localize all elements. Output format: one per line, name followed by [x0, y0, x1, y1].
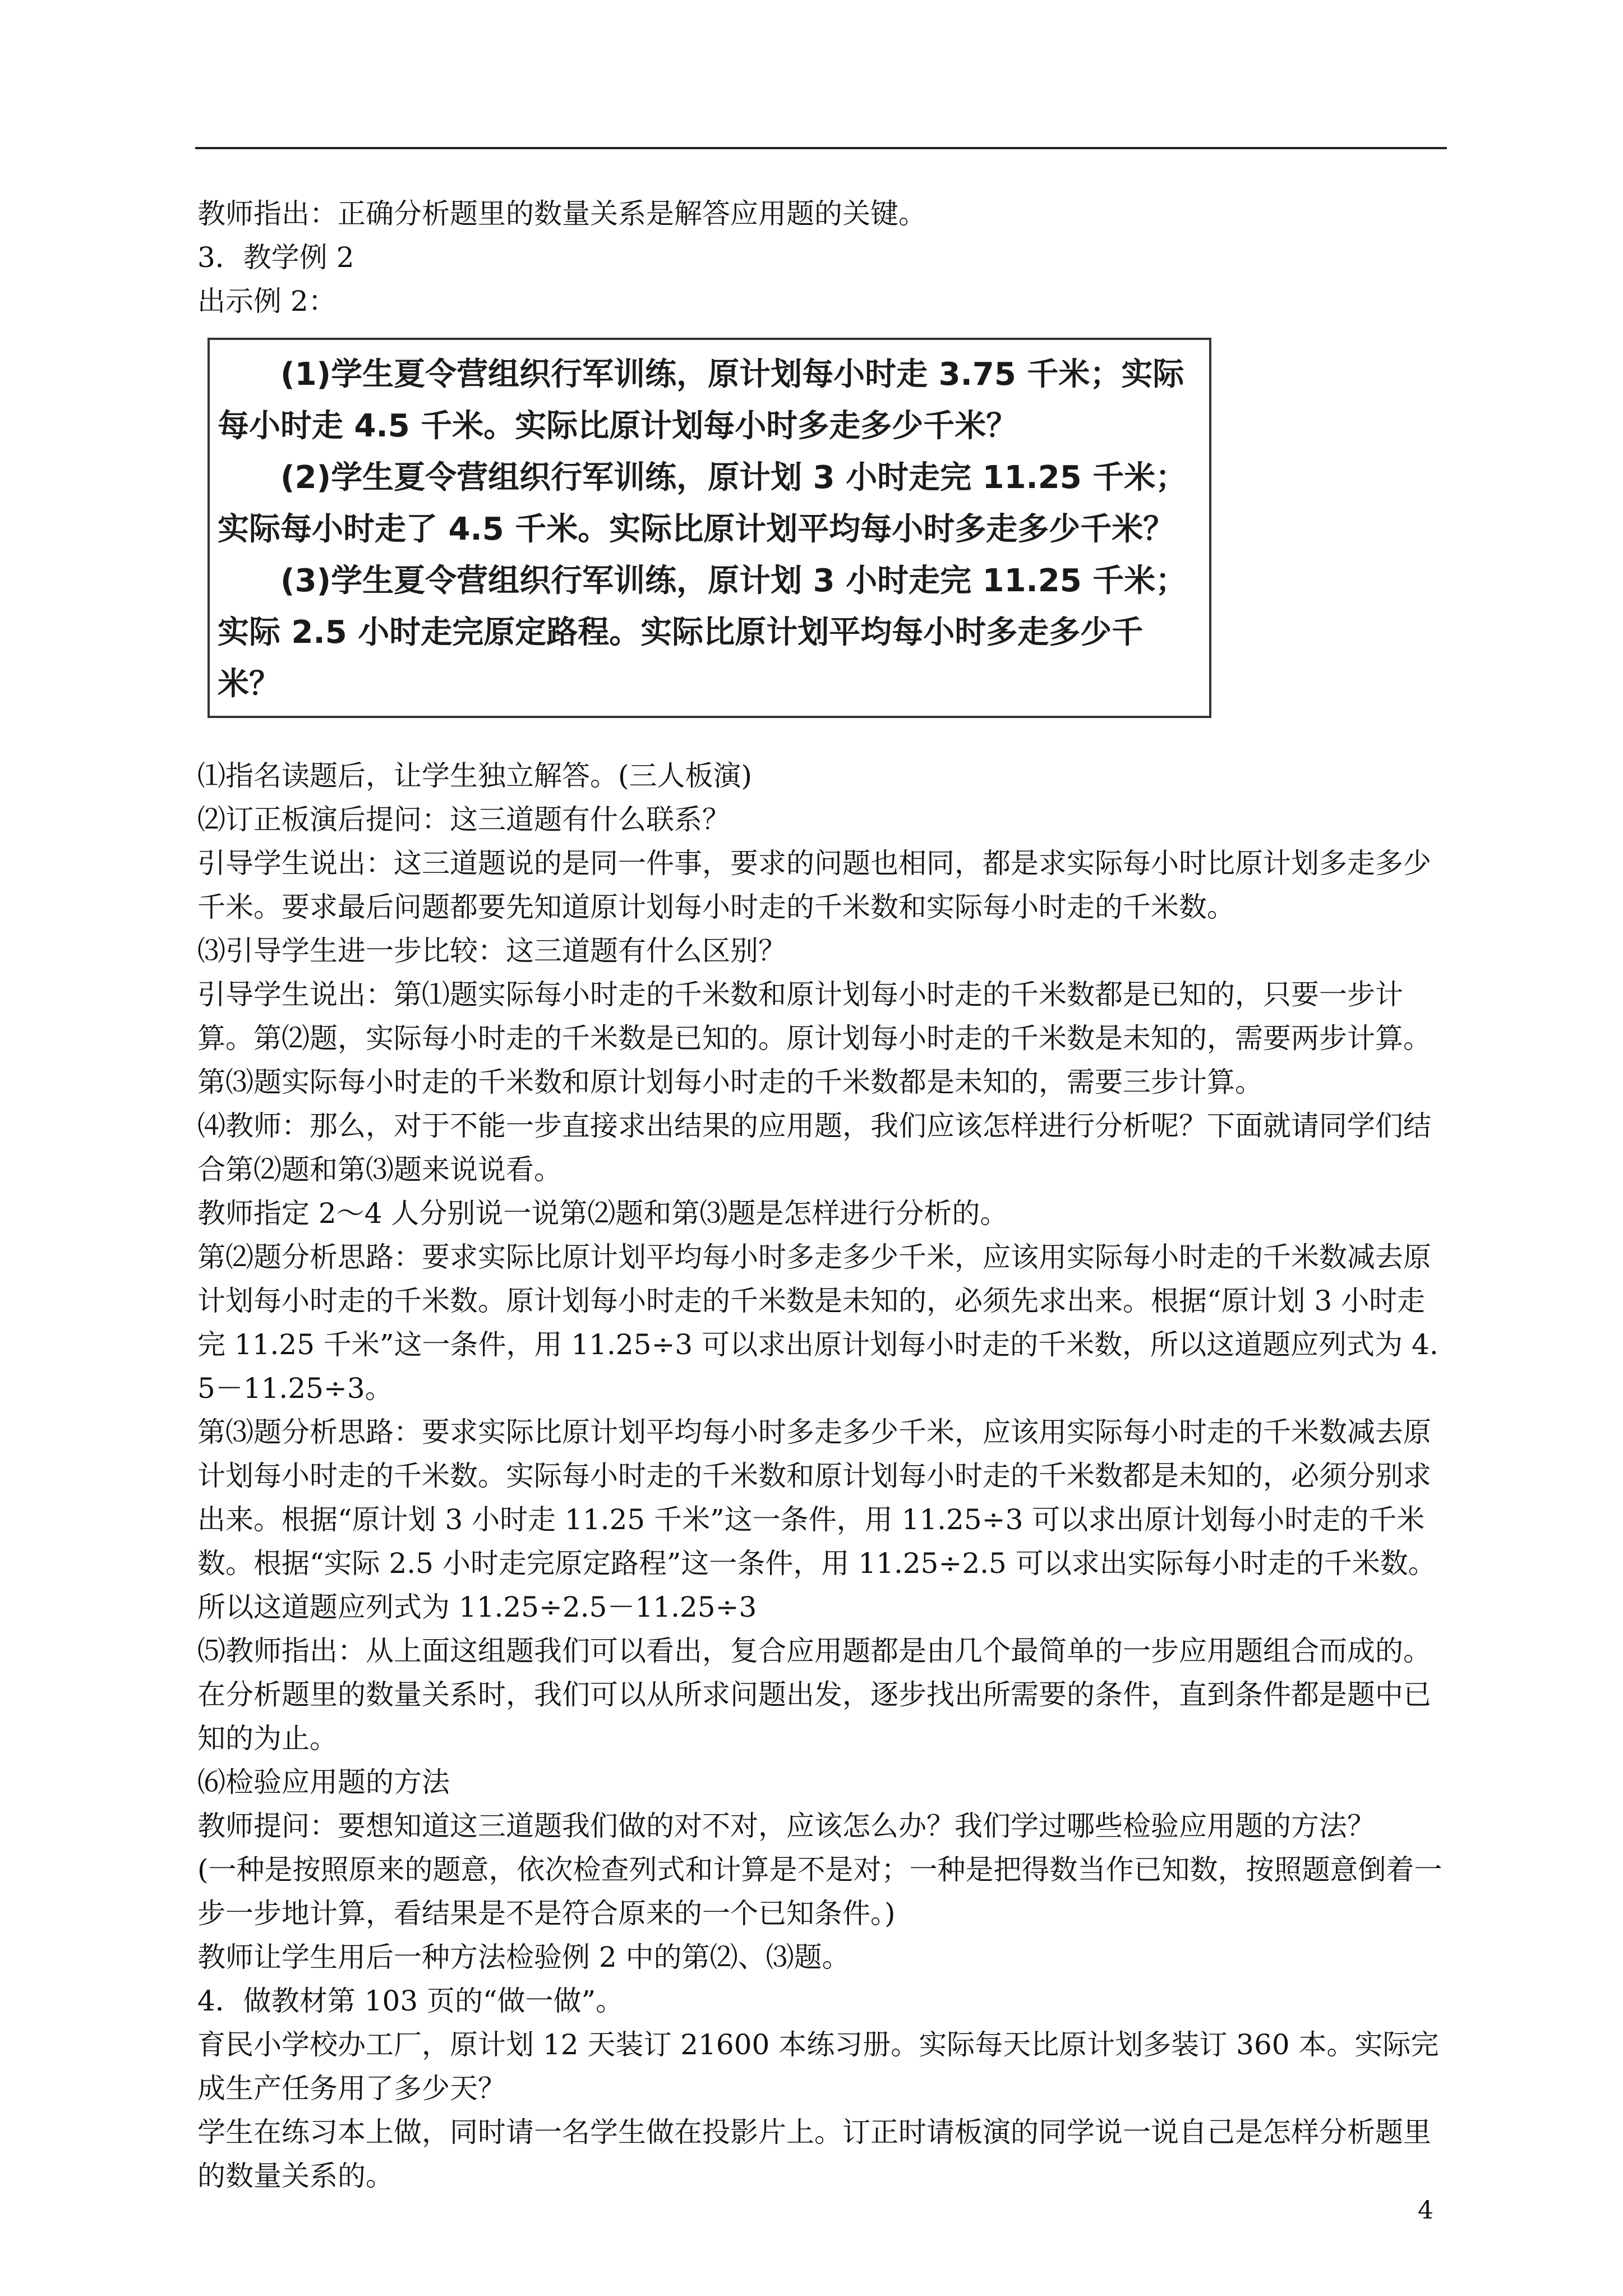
paragraph: ⑸教师指出：从上面这组题我们可以看出，复合应用题都是由几个最简单的一步应用题组合而成的。在分析题里的数量关系时，我们可以从所求问题出发，逐步找出所需要的条件，直到条件都是题中已知的为止。	[197, 1635, 1431, 1755]
paragraph: ⑶引导学生进一步比较：这三道题有什么区别？	[197, 935, 786, 967]
paragraph: 教师让学生用后一种方法检验例 2 中的第⑵、⑶题。	[197, 1941, 850, 1973]
paragraph: 引导学生说出：第⑴题实际每小时走的千米数和原计划每小时走的千米数都是已知的，只要一步计算。第⑵题，实际每小时走的千米数是已知的。原计划每小时走的千米数是未知的，需要两步计算。第⑶题实际每小时走的千米数和原计划每小时走的千米数都是未知的，需要三步计算。	[197, 978, 1431, 1098]
paragraph: 教师指出：正确分析题里的数量关系是解答应用题的关键。	[197, 197, 926, 230]
paragraph: 引导学生说出：这三道题说的是同一件事，要求的问题也相同，都是求实际每小时比原计划多走多少千米。要求最后问题都要先知道原计划每小时走的千米数和实际每小时走的千米数。	[197, 847, 1431, 923]
example-figure	[208, 338, 1448, 718]
paragraph: 第⑶题分析思路：要求实际比原计划平均每小时多走多少千米，应该用实际每小时走的千米数减去原计划每小时走的千米数。实际每小时走的千米数和原计划每小时走的千米数都是未知的，必须分别求出来。根据“原计划 3 小时走 11.25 千米”这一条件，用 11.25÷3 可以求出原计划每小时走的千米数。根据“实际 2.5 小时走完原定路程”这一条件，用 11.25÷2.5 可以求出实际每小时走的千米数。所以这道题应列式为 11.25÷2.5－11.25÷3	[197, 1416, 1436, 1623]
paragraph: 育民小学校办工厂，原计划 12 天装订 21600 本练习册。实际每天比原计划多装订 360 本。实际完成生产任务用了多少天？	[197, 2028, 1439, 2105]
paragraph: ⑷教师：那么，对于不能一步直接求出结果的应用题，我们应该怎样进行分析呢？下面就请同学们结合第⑵题和第⑶题来说说看。	[197, 1110, 1431, 1186]
paragraph: 第⑵题分析思路：要求实际比原计划平均每小时多走多少千米，应该用实际每小时走的千米数减去原计划每小时走的千米数。原计划每小时走的千米数是未知的，必须先求出来。根据“原计划 3 小时走完 11.25 千米”这一条件，用 11.25÷3 可以求出原计划每小时走的千米数，所以这道题应列式为 4.5－11.25÷3。	[197, 1241, 1438, 1405]
paragraph: ⑹检验应用题的方法	[197, 1766, 450, 1798]
document-body	[197, 192, 1448, 2198]
paragraph: 教师提问：要想知道这三道题我们做的对不对，应该怎么办？我们学过哪些检验应用题的方法？	[197, 1810, 1375, 1842]
problem-3: (3)学生夏令营组织行军训练，原计划 3 小时走完 11.25 千米；实际 2.5 小时走完原定路程。实际比原计划平均每小时多走多少千米？	[218, 563, 1187, 702]
problem-2: (2)学生夏令营组织行军训练，原计划 3 小时走完 11.25 千米；实际每小时走了 4.5 千米。实际比原计划平均每小时多走多少千米？	[218, 459, 1187, 547]
paragraph: ⑴指名读题后，让学生独立解答。(三人板演)	[197, 760, 753, 792]
page-number: 4	[1418, 2196, 1433, 2225]
paragraph: 教师指定 2～4 人分别说一说第⑵题和第⑶题是怎样进行分析的。	[197, 1197, 1008, 1230]
example-problem-box	[208, 338, 1211, 718]
section-heading: 3．教学例 2	[197, 241, 354, 274]
paragraph: ⑵订正板演后提问：这三道题有什么联系？	[197, 803, 730, 836]
section-heading: 4．做教材第 103 页的“做一做”。	[197, 1985, 624, 2017]
paragraph: (一种是按照原来的题意，依次检查列式和计算是不是对；一种是把得数当作已知数，按照题意倒着一步一步地计算，看结果是不是符合原来的一个已知条件。)	[197, 1853, 1442, 1930]
paragraph: 学生在练习本上做，同时请一名学生做在投影片上。订正时请板演的同学说一说自己是怎样分析题里的数量关系的。	[197, 2116, 1431, 2192]
problem-1: (1)学生夏令营组织行军训练，原计划每小时走 3.75 千米；实际每小时走 4.5 千米。实际比原计划每小时多走多少千米？	[218, 356, 1184, 444]
header-rule	[195, 147, 1447, 149]
paragraph: 出示例 2：	[197, 285, 336, 318]
